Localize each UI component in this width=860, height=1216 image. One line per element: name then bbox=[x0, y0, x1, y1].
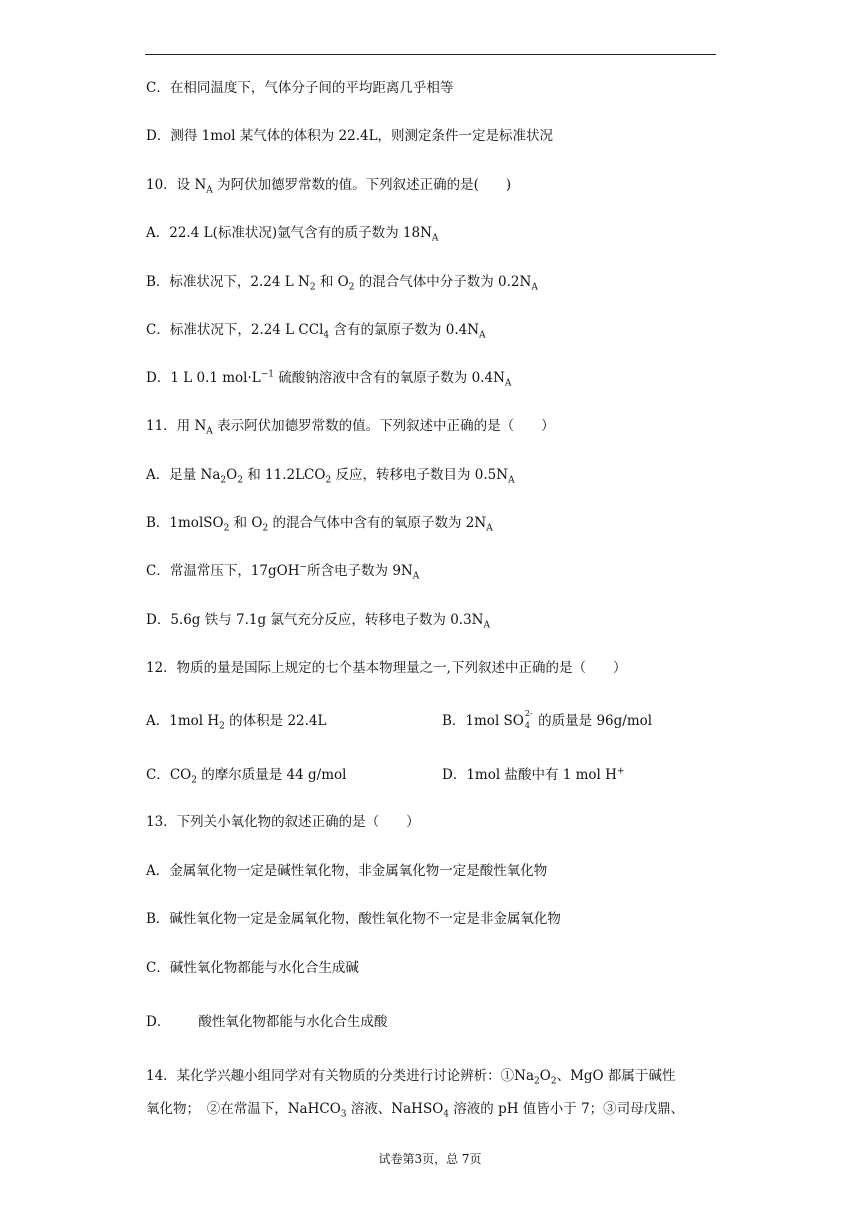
q14-stem-line2: 氧化物； ②在常温下，NaHCO$_3$ 溶液、NaHSO$_4$ 溶液的 pH 值皆小于 7；③司母戊鼎、 bbox=[146, 1101, 685, 1120]
q11-option-b: B．1molSO$_2$ 和 $O_2$ 的混合气体中含有的氧原子数为 $2N_A$ bbox=[146, 515, 493, 534]
q11-option-a: A．足量 $Na_2O_2$ 和 $11.2LCO_2$ 反应，转移电子数目为 $0.5N_A$ bbox=[146, 467, 515, 486]
sulfate-charge: 2- 4 bbox=[524, 709, 533, 730]
q11-option-d: D．5.6g 铁与 7.1g 氯气充分反应，转移电子数为 $0.3N_A$ bbox=[146, 612, 490, 631]
q13-stem: 13．下列关小氧化物的叙述正确的是（ ） bbox=[146, 814, 420, 830]
q10-option-d: D．1 L 0.1 $mol\cdot L^{-1}$ 硫酸钠溶液中含有的氧原子数为 $0.4N_A$ bbox=[146, 369, 512, 389]
q10-option-b: B．标准状况下，2.24 L $N_2$ 和 $O_2$ 的混合气体中分子数为 $0.2N_A$ bbox=[146, 274, 538, 293]
header-rule bbox=[145, 54, 716, 55]
q11-option-c: C．常温常压下，17gOH−所含电子数为 $9N_A$ bbox=[146, 562, 420, 582]
q9-option-c: C．在相同温度下，气体分子间的平均距离几乎相等 bbox=[146, 80, 454, 96]
q13-option-d: D． 酸性氧化物都能与水化合生成酸 bbox=[146, 1014, 388, 1030]
q10-option-a: A．22.4 L(标准状况)氩气含有的质子数为 $18N_A$ bbox=[146, 225, 439, 244]
q13-option-b: B．碱性氧化物一定是金属氧化物，酸性氧化物不一定是非金属氧化物 bbox=[146, 911, 561, 927]
q10-option-c: C．标准状况下，2.24 L CCl$_4$ 含有的氯原子数为 $0.4N_A$ bbox=[146, 322, 486, 341]
q12-stem: 12．物质的量是国际上规定的七个基本物理量之一,下列叙述中正确的是（ ） bbox=[146, 660, 627, 676]
q12-option-a: A．1mol $H_2$ 的体积是 22.4L bbox=[146, 713, 327, 732]
q10-stem: 10．设 $N_A$ 为阿伏加德罗常数的值。下列叙述正确的是( ) bbox=[146, 177, 512, 196]
q13-option-c: C．碱性氧化物都能与水化合生成碱 bbox=[146, 960, 359, 976]
q12-option-c: C．$CO_2$ 的摩尔质量是 44 g/mol bbox=[146, 767, 347, 786]
q13-option-a: A．金属氧化物一定是碱性氧化物，非金属氧化物一定是酸性氧化物 bbox=[146, 863, 548, 879]
q9-option-d: D．测得 1mol 某气体的体积为 22.4L，则测定条件一定是标准状况 bbox=[146, 128, 554, 144]
q11-stem: 11．用 $N_A$ 表示阿伏加德罗常数的值。下列叙述中正确的是（ ） bbox=[146, 418, 555, 437]
q12-option-b: B．1mol SO 2- 4 的质量是 96g/mol bbox=[442, 709, 653, 730]
q14-stem-line1: 14．某化学兴趣小组同学对有关物质的分类进行讨论辨析：$①Na_2O_2$、MgO 都属于碱性 bbox=[146, 1068, 676, 1087]
page-footer: 试卷第3页，总 7页 bbox=[378, 1152, 482, 1166]
q12-option-d: D．1mol 盐酸中有 1 mol H+ bbox=[442, 766, 625, 783]
